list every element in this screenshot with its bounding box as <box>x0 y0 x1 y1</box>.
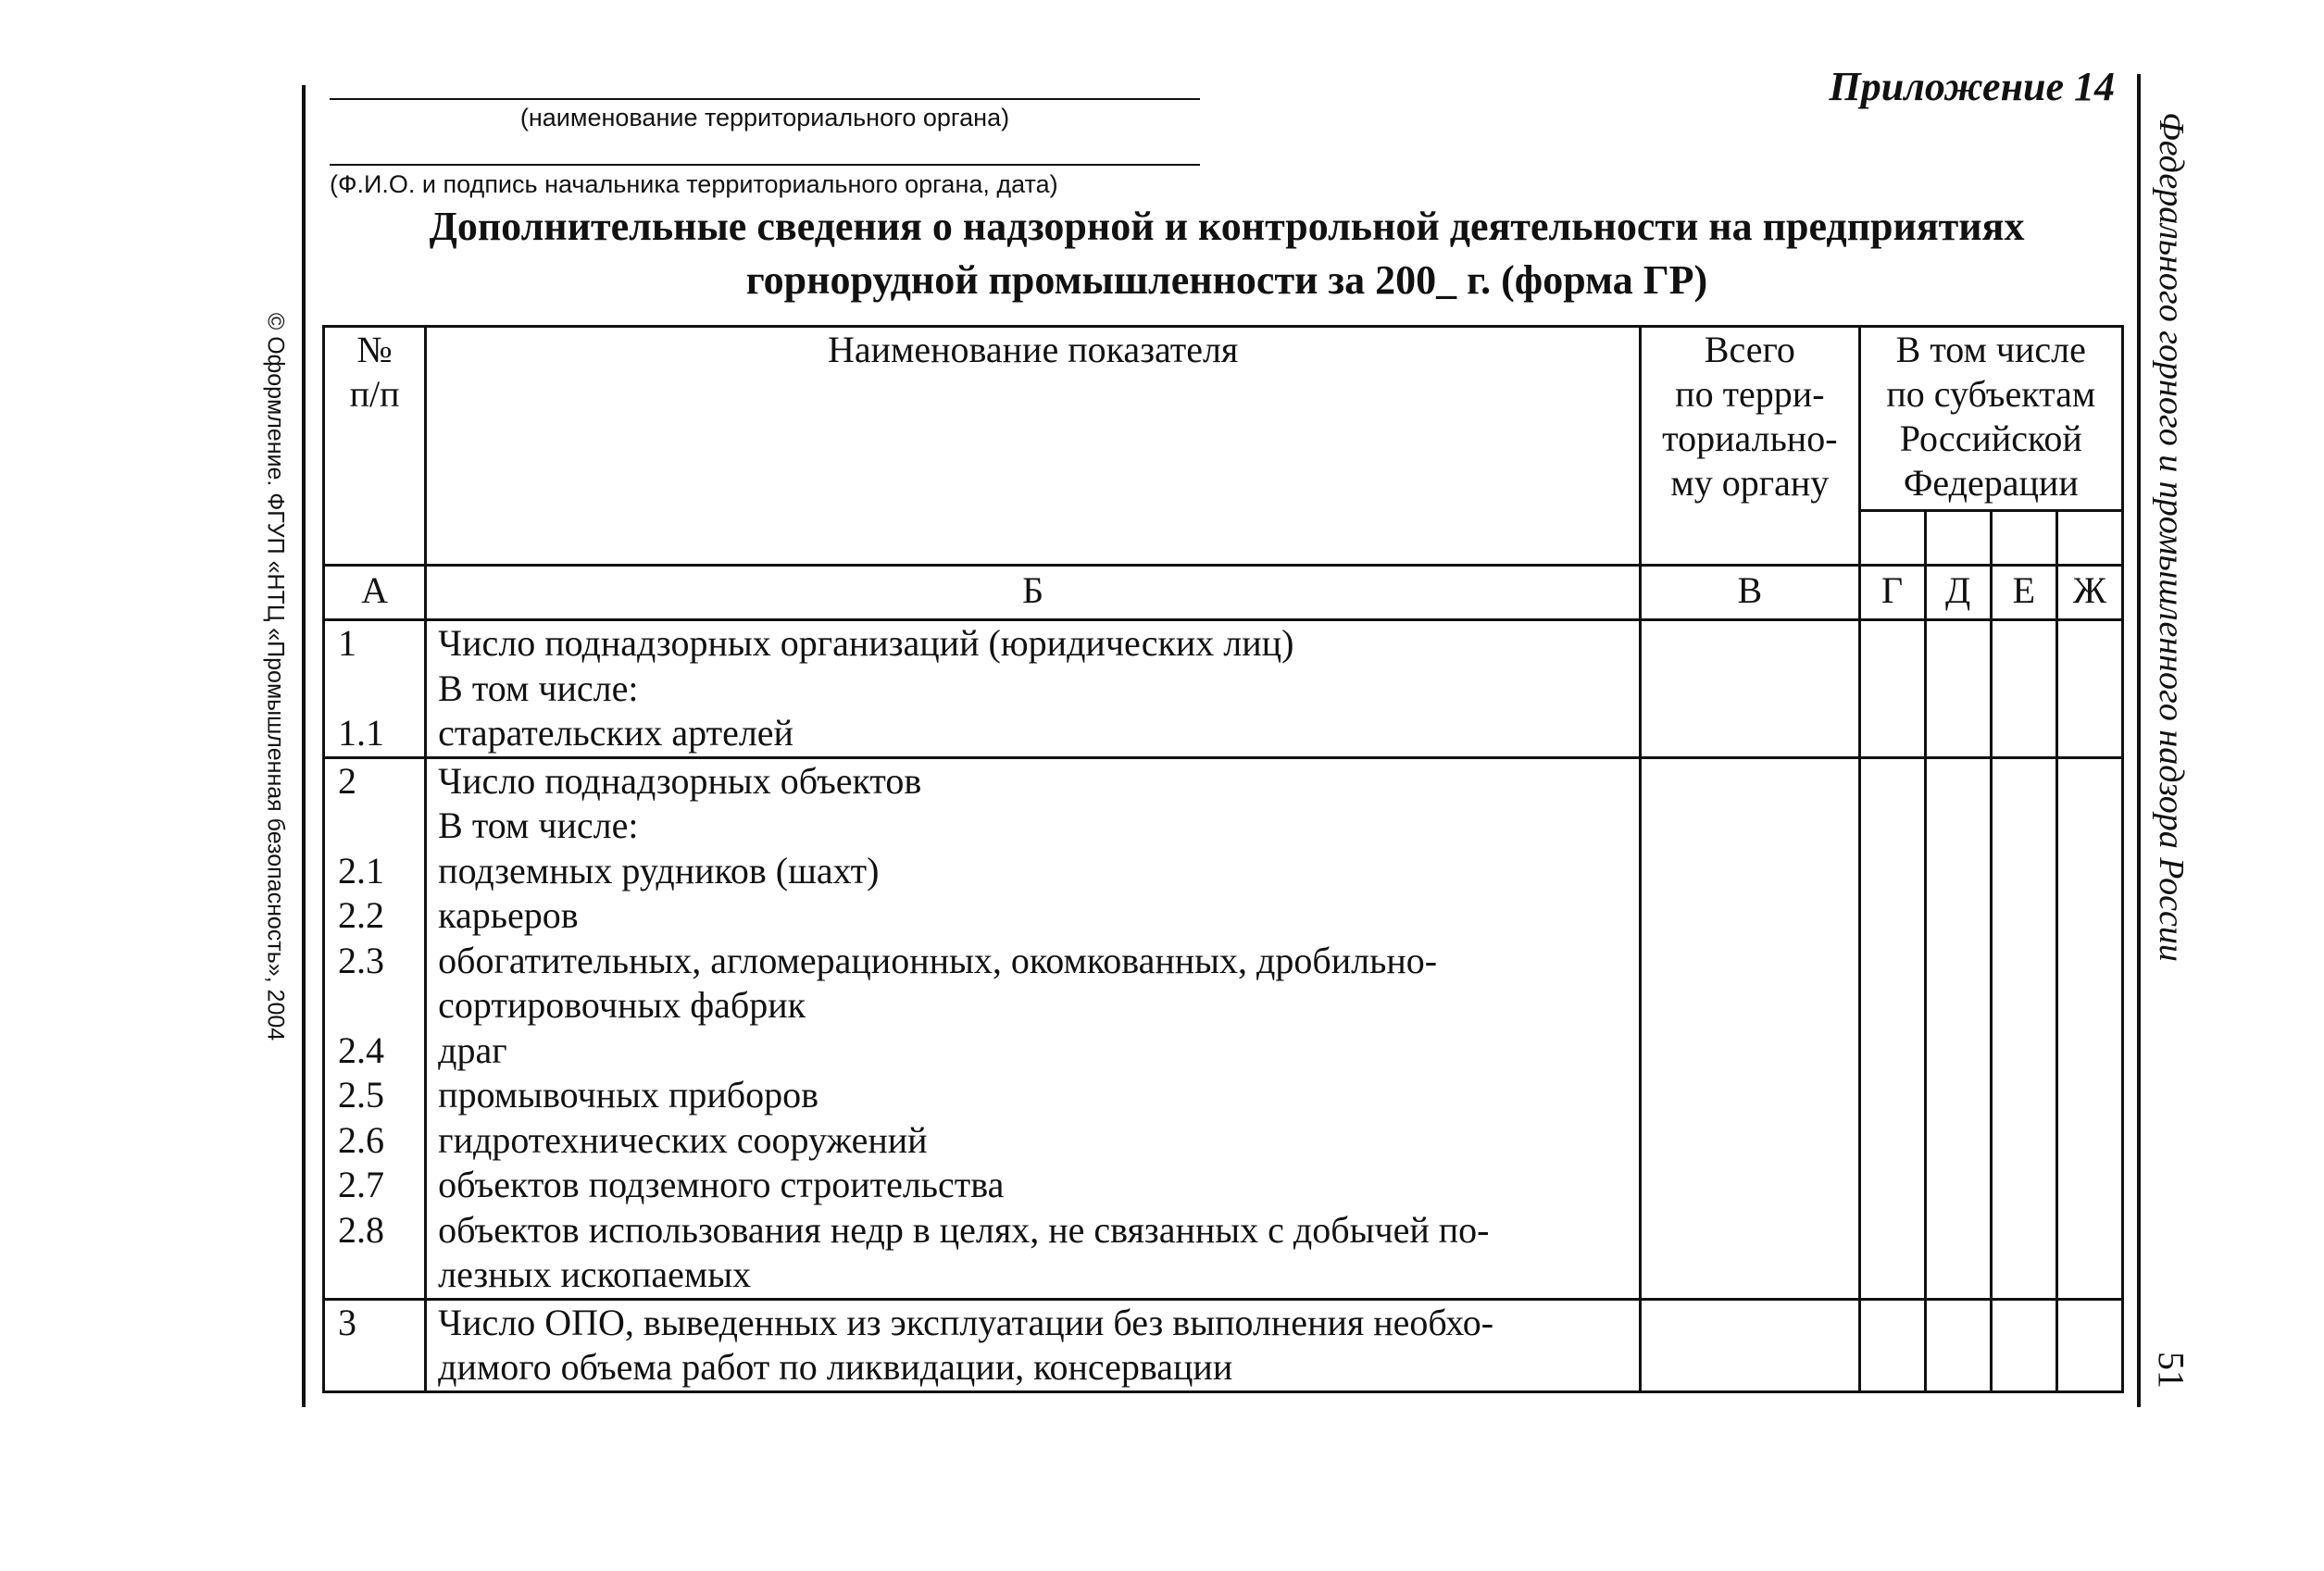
value-cell <box>1991 1299 2056 1391</box>
value-cell <box>1991 757 2056 1299</box>
running-header-sidebar: Федерального горного и промышленного надзора России <box>2152 112 2191 962</box>
signature-blank-line <box>330 164 1200 166</box>
form-title <box>330 200 2124 307</box>
subject-subcolumn <box>1991 511 2056 566</box>
value-cell <box>2056 620 2122 758</box>
value-cell <box>1925 620 1991 758</box>
table-row <box>324 1299 2123 1391</box>
value-cell <box>1991 620 2056 758</box>
territorial-body-blank-line <box>330 98 1200 100</box>
left-margin-rule <box>302 85 306 1407</box>
value-cell <box>1925 1299 1991 1391</box>
form-title-line: горнорудной промышленности за 200_ г. (форма ГР) <box>745 257 1708 303</box>
right-margin-rule <box>2137 74 2141 1407</box>
row-number-cell: 2 2.1 2.2 2.3 2.4 2.5 2.6 2.7 2.8 <box>324 757 426 1299</box>
column-letter: Д <box>1925 566 1991 620</box>
territorial-body-caption: (наименование территориального органа) <box>519 104 1010 131</box>
subject-subcolumn <box>1859 511 1925 566</box>
indicator-name-cell: Число поднадзорных организаций (юридических лиц) В том числе: старательских артелей <box>426 620 1641 758</box>
value-cell-total <box>1641 757 1859 1299</box>
indicator-name-cell: Число ОПО, выведенных из эксплуатации без выполнения необхо- димого объема работ по ликвидации, консервации <box>426 1299 1641 1391</box>
form-table <box>322 325 2124 1393</box>
subject-subcolumn <box>1925 511 1991 566</box>
column-letter: Е <box>1991 566 2056 620</box>
value-cell <box>2056 757 2122 1299</box>
column-letter: Г <box>1859 566 1925 620</box>
table-row <box>324 757 2123 1299</box>
value-cell <box>1859 620 1925 758</box>
page-number: 51 <box>2150 1352 2193 1389</box>
value-cell <box>1859 1299 1925 1391</box>
value-cell <box>1859 757 1925 1299</box>
table-row <box>324 620 2123 758</box>
column-letter: В <box>1641 566 1859 620</box>
header-subjects: В том числе по субъектам Российской Федерации <box>1859 327 2122 511</box>
value-cell-total <box>1641 620 1859 758</box>
form-title-line: Дополнительные сведения о надзорной и контрольной деятельности на предприятиях <box>429 204 2025 249</box>
signature-caption: (Ф.И.О. и подпись начальника территориального органа, дата) <box>330 170 1058 198</box>
copyright-sidebar: © Оформление. ФГУП «НТЦ «Промышленная безопасность», 2004 <box>262 312 289 1041</box>
header-num: № п/п <box>324 327 426 566</box>
column-letter: А <box>324 566 426 620</box>
column-letter: Б <box>426 566 1641 620</box>
table-header-row <box>324 327 2123 511</box>
appendix-label: Приложение 14 <box>1829 64 2115 109</box>
indicator-name-cell: Число поднадзорных объектов В том числе: подземных рудников (шахт) карьеров обогатительных, агломерационных, окомкованных, дробильно- сортировочных фабрик драг промывочных приборов гидротехнических сооружений объектов подземного строительства объектов использования недр в целях, не связанных с добычей по- лезных ископаемых <box>426 757 1641 1299</box>
value-cell <box>1925 757 1991 1299</box>
value-cell <box>2056 1299 2122 1391</box>
value-cell-total <box>1641 1299 1859 1391</box>
row-number-cell: 3 <box>324 1299 426 1391</box>
subject-subcolumn <box>2056 511 2122 566</box>
column-letters-row <box>324 566 2123 620</box>
header-indicator-name: Наименование показателя <box>426 327 1641 566</box>
row-number-cell: 1 1.1 <box>324 620 426 758</box>
column-letter: Ж <box>2056 566 2122 620</box>
header-total: Всего по терри- ториально- му органу <box>1641 327 1859 566</box>
